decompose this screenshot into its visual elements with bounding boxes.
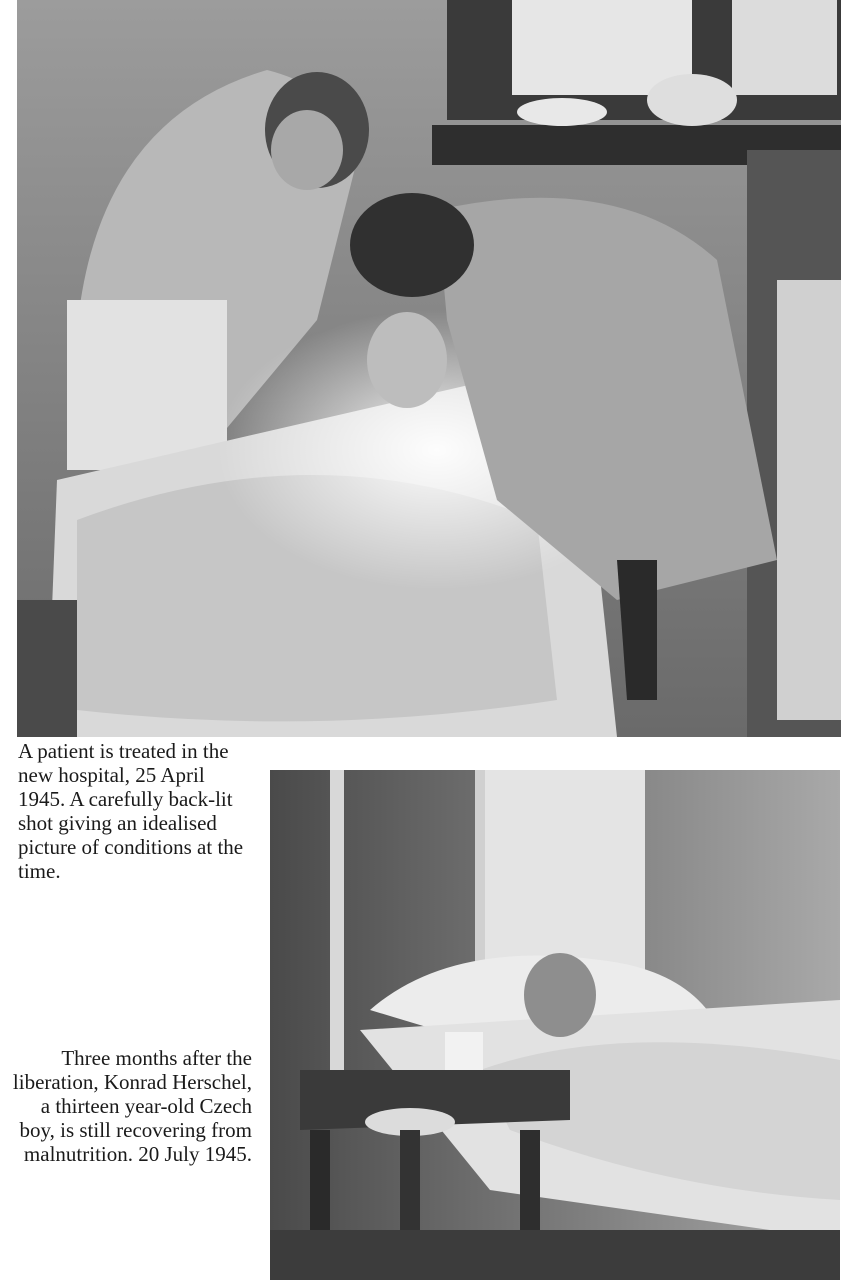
- bottom-photo-caption: Three months after the liberation, Konrad Herschel, a thirteen year-old Czech boy, is still recovering from malnutrition. 20 July 1945.: [12, 1046, 252, 1166]
- top-photo-caption: A patient is treated in the new hospital, 25 April 1945. A carefully back-lit shot giving an idealised picture of conditions at the time.: [18, 739, 244, 883]
- recovering-boy-photo: [270, 770, 840, 1280]
- recovering-boy-photo-graphic: [270, 770, 840, 1280]
- hospital-treatment-photo-graphic: [17, 0, 841, 737]
- hospital-treatment-photo: [17, 0, 841, 737]
